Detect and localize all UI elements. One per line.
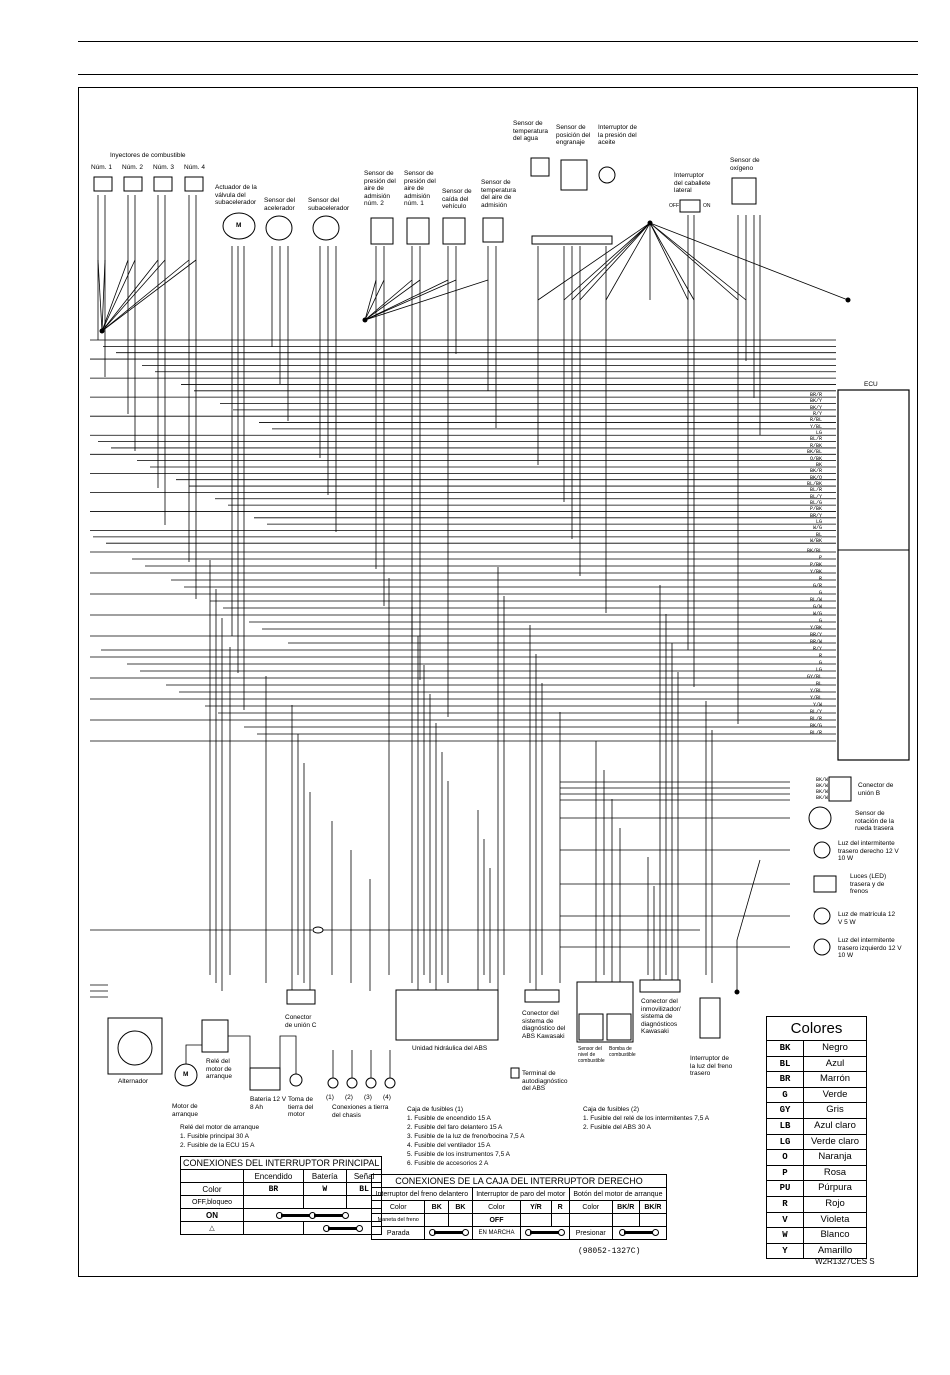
water-temp-label: Sensor de temperatura del agua (513, 120, 549, 142)
starter-relay-icon (202, 1020, 228, 1052)
gear-sensor-icon (561, 160, 587, 190)
ecu-pin-label: LG (815, 519, 822, 525)
throttle-sensor-label: Sensor del acelerador (264, 197, 296, 212)
main-switch-on-bar (243, 1209, 381, 1222)
intake-pressure-1-label: Sensor de presión del aire de admisión núm. 1 (404, 170, 436, 207)
ecu-pin-label: R/Y (812, 411, 822, 418)
oxygen-sensor-icon (732, 178, 756, 204)
ecu-pin-label: G (818, 660, 822, 666)
starter-motor-letter: M (183, 1071, 189, 1078)
starter-motor-label: Motor de arranque (172, 1103, 199, 1118)
ecu-pin-label: BL/R (809, 716, 822, 722)
ecu-pin-label: LG (815, 430, 822, 437)
ecu-body (838, 390, 909, 760)
color-legend-row (767, 1135, 866, 1151)
ecu-pin-label: BR/Y (809, 512, 822, 519)
hazard-icon: △ (209, 1225, 215, 1232)
brake-color-label: Color (372, 1201, 425, 1214)
joint-c-label: Conector de unión C (285, 1014, 317, 1029)
stop-bar (521, 1227, 570, 1240)
rear-brake-switch-icon (700, 998, 720, 1038)
ecu-pin-label: Y/BL (809, 423, 822, 430)
intake-temp-label: Sensor de temperatura del aire de admisión (481, 179, 517, 209)
abs-unit-label: Unidad hidráulica del ABS (412, 1045, 488, 1052)
ecu-pin-label: BL (815, 681, 822, 687)
right-switch-group-stop: Interruptor de paro del motor (472, 1188, 569, 1201)
wire (365, 280, 412, 320)
color-legend-row (767, 1150, 866, 1166)
main-switch-header-ignition: Encendido (243, 1170, 303, 1183)
color-code: Y (767, 1244, 804, 1259)
joint-b-connector-icon (829, 777, 851, 801)
ecu-pin-label: G (818, 590, 822, 596)
wire (650, 223, 746, 300)
stop-color-2: R (551, 1201, 569, 1214)
turn-right-label: Luz del intermitente trasero derecho 12 V 10 W (838, 840, 899, 862)
right-switch-table (371, 1174, 667, 1240)
wire (186, 1045, 202, 1064)
fall-sensor-icon (443, 218, 465, 244)
color-legend-row (767, 1166, 866, 1182)
fuel-level-icon (579, 1014, 603, 1040)
color-code: BK (767, 1041, 804, 1056)
color-legend-row (767, 1213, 866, 1229)
ecu-pin-label: P (818, 555, 822, 561)
color-name: Marrón (819, 1073, 851, 1085)
start-color-1: BK/R (612, 1201, 639, 1214)
ecu-pin-label: BL/BK (806, 480, 822, 487)
fusebox1-item-3: 3. Fusible de la luz de freno/bocina 7,5 A (407, 1133, 525, 1140)
wire (102, 260, 105, 331)
color-name: Violeta (820, 1213, 850, 1225)
ground-3-label: (3) (364, 1094, 372, 1101)
ecu-pin-label: BK/O (809, 474, 822, 481)
color-code: PU (767, 1181, 804, 1196)
battery-label: Batería 12 V 8 Ah (250, 1096, 287, 1111)
ecu-pin-label: Y/BK (809, 569, 822, 575)
wire (280, 1036, 296, 1074)
intake-pressure-1-icon (407, 218, 429, 244)
ecu-pin-label: BK (815, 461, 822, 468)
starter-relay-note-1: 1. Fusible principal 30 A (180, 1133, 250, 1140)
brake-lever-label: Maneta del freno (372, 1214, 425, 1227)
color-legend-row (767, 1088, 866, 1104)
ecu-pin-label: W/BK (809, 538, 822, 545)
wire (538, 223, 650, 300)
color-code: LG (767, 1135, 804, 1150)
abs-diag-label: Conector del sistema de diagnóstico del ABS Kawasaki (522, 1010, 566, 1040)
wire (98, 260, 102, 331)
color-name: Rojo (825, 1197, 845, 1209)
oil-pressure-icon (599, 167, 615, 183)
fusebox1-item-6: 6. Fusible de accesorios 2 A (407, 1160, 489, 1167)
color-name: Verde (822, 1088, 848, 1100)
ecu-pin-label: BK/BL (806, 548, 822, 554)
off-label: OFF (669, 203, 679, 209)
alternator-coil-icon (118, 1031, 152, 1065)
main-switch-title: CONEXIONES DEL INTERRUPTOR PRINCIPAL (181, 1157, 382, 1170)
intake-pressure-2-label: Sensor de presión del aire de admisión núm. 2 (364, 170, 396, 207)
color-code: R (767, 1197, 804, 1212)
fall-sensor-label: Sensor de caída del vehículo (442, 188, 472, 210)
frame-ground-label: Toma de tierra del motor (288, 1096, 314, 1118)
fusebox1-item-2: 2. Fusible del faro delantero 15 A (407, 1124, 503, 1131)
abs-terminal-icon (511, 1068, 519, 1078)
injector-1-label: Núm. 1 (91, 164, 112, 171)
ecu-pin-label: BK/R (809, 468, 822, 475)
part-number: (98052-1327C) (578, 1247, 641, 1256)
starter-relay-note-title: Relé del motor de arranque (180, 1124, 260, 1131)
color-name: Azul (825, 1057, 845, 1069)
main-switch-color-3: BL (346, 1183, 382, 1196)
fusebox1-item-1: 1. Fusible de encendido 15 A (407, 1115, 491, 1122)
color-legend-row (767, 1119, 866, 1135)
wire (737, 860, 760, 992)
start-bar (612, 1227, 666, 1240)
ecu-pin-label: BK/G (809, 723, 822, 729)
injector-2-label: Núm. 2 (122, 164, 143, 171)
color-code: W (767, 1228, 804, 1243)
ecu-pin-label: G/W (812, 604, 822, 610)
chassis-ground-label: Conexiones a tierra del chasis (332, 1104, 389, 1119)
wire-bundle (90, 195, 848, 1078)
color-code: O (767, 1150, 804, 1165)
starter-relay-label: Relé del motor de arranque (206, 1058, 233, 1080)
injector-3-label: Núm. 3 (153, 164, 174, 171)
alternator-label: Alternador (118, 1078, 148, 1085)
ground-4-label: (4) (383, 1094, 391, 1101)
abs-diag-connector-icon (525, 990, 559, 1002)
oil-pressure-label: Interruptor de la presión del aceite (598, 124, 638, 146)
intake-temp-icon (483, 218, 503, 242)
battery-icon (250, 1068, 280, 1090)
wire (365, 280, 488, 320)
gear-sensor-label: Sensor de posición del engranaje (556, 124, 591, 146)
main-switch-table (180, 1156, 382, 1235)
color-legend-row (767, 1181, 866, 1197)
ecu-pin-label: BL/R (809, 436, 822, 443)
subthrottle-sensor-icon (313, 216, 339, 240)
ecu-pin-label: P/BK (809, 562, 822, 568)
fusebox1-item-5: 5. Fusible de los instrumentos 7,5 A (407, 1151, 510, 1158)
ecu-pin-label: W/G (812, 611, 822, 617)
color-code: BR (767, 1072, 804, 1087)
color-code: G (767, 1088, 804, 1103)
ecu-pin-label: W/G (812, 525, 822, 532)
color-legend-row (767, 1228, 866, 1244)
wire (564, 223, 650, 300)
wire (572, 223, 650, 300)
ecu-pin-label: BK/BL (806, 449, 822, 456)
right-switch-group-brake: Interruptor del freno delantero (372, 1188, 473, 1201)
ecu-pin-label: BK/W (815, 789, 828, 795)
fusebox2-item-2: 2. Fusible del ABS 30 A (583, 1124, 651, 1131)
abs-terminal-label: Terminal de autodiagnóstico del ABS (522, 1070, 568, 1092)
wire (102, 260, 165, 331)
rear-brake-label: Interruptor de la luz del freno trasero (690, 1055, 733, 1077)
main-switch-row-off: OFF,bloqueo (181, 1196, 244, 1209)
ecu-pin-label: BL/Y (809, 709, 822, 715)
fuel-pump-label: Bomba de combustible (609, 1046, 636, 1058)
color-legend-title: Colores (767, 1017, 866, 1041)
start-color-2: BK/R (639, 1201, 666, 1214)
turn-left-label: Luz del intermitente trasero izquierdo 12 V 10 W (838, 937, 902, 959)
ecu-pin-label: BR/R (809, 392, 822, 398)
wire (650, 223, 694, 300)
ecu-pin-label: P/BK (809, 506, 822, 513)
ecu-pin-label: Y/BL (809, 688, 822, 694)
main-switch-header-signal: Señal (346, 1170, 382, 1183)
subthrottle-actuator-label: Actuador de la válvula del subacelerador (215, 184, 257, 206)
color-name: Rosa (823, 1166, 847, 1178)
stop-off-label: OFF (472, 1214, 521, 1227)
main-switch-color-2: W (303, 1183, 346, 1196)
color-code: V (767, 1213, 804, 1228)
footer-code: W2R1327CES S (815, 1257, 875, 1266)
color-name: Púrpura (818, 1182, 852, 1194)
ecu-pin-label: BL/R (809, 730, 822, 736)
brake-color-1: BK (425, 1201, 449, 1214)
ecu-pin-label: Y/W (812, 702, 822, 708)
ecu-pin-label: BL (815, 531, 822, 538)
color-name: Negro (822, 1042, 848, 1053)
on-label: ON (703, 203, 711, 209)
throttle-sensor-icon (266, 216, 292, 240)
brake-stop-label: Parada (372, 1227, 425, 1240)
color-name: Verde claro (810, 1135, 860, 1147)
ecu-pin-label: R/BL (809, 417, 822, 424)
injector-4-icon (185, 177, 203, 191)
start-color-label: Color (569, 1201, 612, 1214)
ecu-pin-label: Y/BK (809, 625, 822, 631)
fusebox1-item-4: 4. Fusible del ventilador 15 A (407, 1142, 491, 1149)
harness-connector-icon (532, 236, 612, 244)
ecu-pin-label: BK/W (815, 795, 828, 801)
main-switch-header-battery: Batería (303, 1170, 346, 1183)
wire (365, 280, 456, 320)
starter-relay-note-2: 2. Fusible de la ECU 15 A (180, 1142, 255, 1149)
fusebox2-title: Caja de fusibles (2) (583, 1106, 639, 1113)
stop-color-1: Y/R (521, 1201, 551, 1214)
color-legend-row (767, 1197, 866, 1213)
joint-b-label: Conector de unión B (858, 782, 894, 797)
intake-pressure-2-icon (371, 218, 393, 244)
ecu-pin-label: BK/Y (809, 398, 822, 405)
ecu-pin-label: BL/R (809, 487, 822, 494)
color-legend-row (767, 1072, 866, 1088)
plate-light-icon (814, 908, 830, 924)
stop-color-label: Color (472, 1201, 521, 1214)
rear-wheel-sensor-label: Sensor de rotación de la rueda trasera (855, 810, 895, 832)
color-name: Azul claro (814, 1119, 856, 1131)
turn-left-light-icon (814, 939, 830, 955)
ecu-pin-label: BL/Y (809, 493, 822, 500)
ecu-pin-label: Y/BL (809, 695, 822, 701)
ecu-pin-label: R/BK (809, 442, 822, 449)
fusebox1-title: Caja de fusibles (1) (407, 1106, 463, 1113)
main-switch-color-label: Color (181, 1183, 244, 1196)
ecu-pin-label: GY/BL (806, 674, 822, 680)
fusebox2-item-1: 1. Fusible del relé de los intermitentes 7,5 A (583, 1115, 710, 1122)
color-name: Gris (826, 1104, 844, 1116)
oxygen-label: Sensor de oxígeno (730, 157, 760, 172)
sidestand-label: Interruptor del caballete lateral (674, 172, 711, 194)
color-legend-row (767, 1041, 866, 1057)
ecu-label: ECU (864, 381, 878, 388)
color-name: Naranja (818, 1151, 852, 1163)
subthrottle-sensor-label: Sensor del subacelerador (308, 197, 350, 212)
tail-light-label: Luces (LED) trasera y de frenos (850, 873, 887, 895)
color-legend (766, 1016, 867, 1259)
color-code: BL (767, 1057, 804, 1072)
actuator-motor-letter: M (236, 222, 242, 229)
frame-ground-icon (290, 1074, 302, 1086)
immobilizer-label: Conector del inmovilizador/ sistema de diagnósticos Kawasaki (641, 998, 681, 1035)
wire (650, 223, 688, 300)
ground-1-label: (1) (326, 1094, 334, 1101)
abs-unit-icon (396, 990, 498, 1040)
color-code: GY (767, 1103, 804, 1118)
right-switch-group-start: Botón del motor de arranque (569, 1188, 666, 1201)
main-switch-row-on: ON (181, 1209, 244, 1222)
main-switch-row-p (181, 1222, 244, 1235)
fuel-level-label: Sensor del nivel de combustible (578, 1046, 605, 1064)
injector-2-icon (124, 177, 142, 191)
injectors-title: Inyectores de combustible (110, 152, 186, 159)
ecu-pin-label: R (818, 653, 822, 659)
ecu-pin-label: BK/Y (809, 404, 822, 411)
immobilizer-connector-icon (640, 980, 680, 992)
fuel-pump-icon (607, 1014, 631, 1040)
color-code: LB (767, 1119, 804, 1134)
injector-3-icon (154, 177, 172, 191)
brake-color-2: BK (449, 1201, 473, 1214)
ecu-pin-label: BK/W (815, 777, 828, 783)
plate-light-label: Luz de matrícula 12 V 5 W (838, 911, 896, 926)
color-legend-row (767, 1057, 866, 1073)
stop-run-label: EN MARCHA (472, 1227, 521, 1240)
ecu-pin-label: R/Y (812, 646, 822, 652)
wire (606, 223, 650, 300)
ground-2-label: (2) (345, 1094, 353, 1101)
wire (365, 280, 448, 320)
ecu-pin-label: G/R (812, 583, 822, 589)
ecu-pin-label: BR/W (809, 639, 822, 645)
ecu-pin-label: R (818, 576, 822, 582)
color-code: P (767, 1166, 804, 1181)
rear-wheel-sensor-icon (809, 807, 831, 829)
color-name: Blanco (820, 1229, 850, 1241)
ecu-pin-label: BR/Y (809, 632, 822, 638)
joint-c-connector-icon (287, 990, 315, 1004)
ecu-pin-label: BL/W (809, 597, 822, 603)
injector-1-icon (94, 177, 112, 191)
water-temp-icon (531, 158, 549, 176)
wire (650, 223, 848, 300)
ecu-pin-label: LG (815, 667, 822, 673)
main-switch-color-1: BR (243, 1183, 303, 1196)
ecu-pin-label: BL/G (809, 499, 822, 506)
tail-light-icon (814, 876, 836, 892)
sidestand-switch-icon (680, 200, 700, 212)
start-press-label: Presionar (569, 1227, 612, 1240)
right-switch-title: CONEXIONES DE LA CAJA DEL INTERRUPTOR DERECHO (372, 1175, 667, 1188)
ecu-pin-label: O/BK (809, 455, 822, 462)
ecu-pin-label: BK/W (815, 783, 828, 789)
color-name: Amarillo (817, 1244, 853, 1256)
wire (102, 260, 196, 331)
wire (580, 223, 650, 300)
color-legend-row (767, 1103, 866, 1119)
turn-right-light-icon (814, 842, 830, 858)
injector-4-label: Núm. 4 (184, 164, 205, 171)
brake-bar (425, 1227, 472, 1240)
ecu-pin-label: G (818, 618, 822, 624)
